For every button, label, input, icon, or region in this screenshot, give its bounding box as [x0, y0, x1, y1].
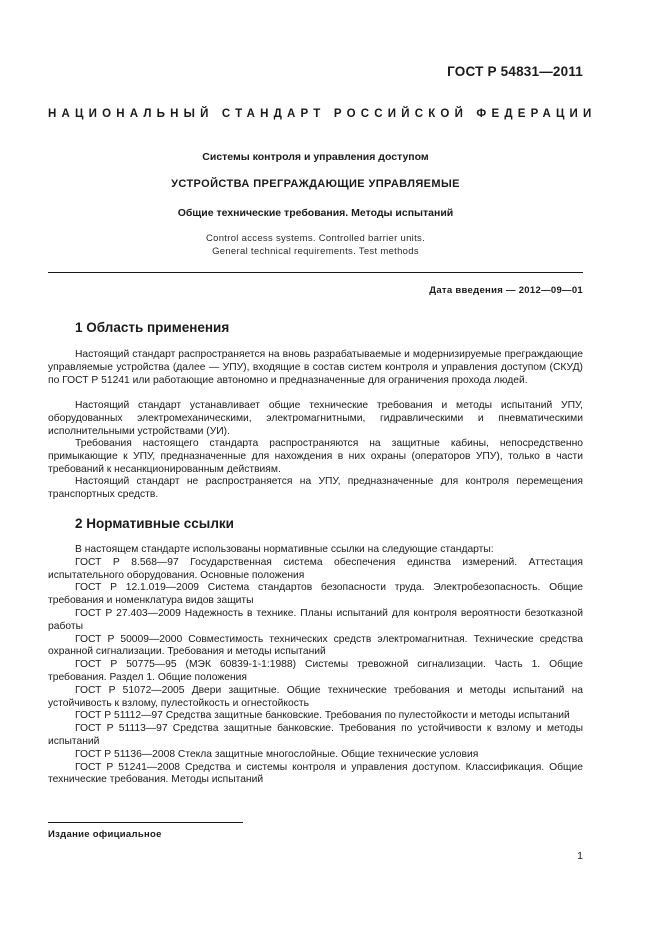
section-1-title: 1 Область применения	[75, 320, 230, 335]
section-1-paragraph: Настоящий стандарт распространяется на вновь разрабатываемые и модернизируемые преграждающие управляемые устройства (далее — УПУ), входящие в состав систем контроля и управления доступом (СКУД) по ГОСТ Р 51241 или работающие автономно и предназначенные для ограничения прохода людей.	[48, 349, 583, 386]
reference-item: ГОСТ Р 50009—2000 Совместимость технических средств электромагнитная. Технические средства охранной сигнализации. Требования и методы испытаний	[48, 633, 583, 658]
english-title-line-1: Control access systems. Controlled barrier units.	[205, 233, 426, 244]
reference-item: ГОСТ Р 50775—95 (МЭК 60839-1-1:1988) Системы тревожной сигнализации. Часть 1. Общие требования. Раздел 1. Общие положения	[48, 659, 583, 683]
normative-references-list	[48, 544, 583, 787]
reference-item: ГОСТ Р 12.1.019—2009 Система стандартов безопасности труда. Электробезопасность. Общие требования и номенклатура видов защиты	[48, 582, 583, 607]
reference-item: ГОСТ Р 51072—2005 Двери защитные. Общие технические требования и методы испытаний на устойчивость к взлому, пулестойкость и огнестойкость	[48, 684, 583, 709]
title-line-3: Общие технические требования. Методы испытаний	[177, 207, 454, 219]
introduction-date: Дата введения — 2012—09—01	[429, 285, 583, 296]
reference-item: ГОСТ Р 27.403—2009 Надежность в технике. Планы испытаний для контроля вероятности безотказной работы	[48, 607, 583, 632]
title-line-1: Системы контроля и управления доступом	[202, 151, 429, 163]
national-standard-heading: НАЦИОНАЛЬНЫЙ СТАНДАРТ РОССИЙСКОЙ ФЕДЕРАЦИИ	[48, 108, 597, 120]
english-title-line-2: General technical requirements. Test methods	[212, 246, 419, 257]
section-1-paragraph: Требования настоящего стандарта распространяются на защитные кабины, непосредственно примыкающие к УПУ, предназначенные для нахождения в них охраны (операторов УПУ), только в части требований к несанкционированным действиям.	[48, 438, 583, 475]
reference-item: В настоящем стандарте использованы нормативные ссылки на следующие стандарты:	[75, 544, 494, 555]
footer-divider	[48, 822, 243, 823]
section-2-title: 2 Нормативные ссылки	[75, 516, 234, 531]
header-divider	[48, 272, 583, 273]
section-1-paragraph: Настоящий стандарт не распространяется на УПУ, предназначенные для контроля перемещения транспортных средств.	[48, 476, 583, 500]
reference-item: ГОСТ Р 51113—97 Средства защитные банковские. Требования по устойчивости к взлому и методы испытаний	[48, 723, 583, 747]
section-1-paragraph: Настоящий стандарт устанавливает общие технические требования и методы испытаний УПУ, оборудованных электромеханическими, электромагнитными, гидравлическими и пневматическими исполнительными устройствами (УИ).	[48, 400, 583, 437]
title-line-2: УСТРОЙСТВА ПРЕГРАЖДАЮЩИЕ УПРАВЛЯЕМЫЕ	[171, 178, 460, 190]
reference-item: ГОСТ Р 51112—97 Средства защитные банковские. Требования по пулестойкости и методы испытаний	[75, 710, 570, 722]
reference-item: ГОСТ Р 51241—2008 Средства и системы контроля и управления доступом. Классификация. Общие технические требования. Методы испытаний	[48, 761, 583, 786]
reference-item: ГОСТ Р 8.568—97 Государственная система обеспечения единства измерений. Аттестация испытательного оборудования. Основные положения	[48, 556, 583, 581]
document-code: ГОСТ Р 54831—2011	[447, 64, 583, 79]
official-edition-label: Издание официальное	[48, 829, 162, 840]
reference-item: ГОСТ Р 51136—2008 Стекла защитные многослойные. Общие технические условия	[75, 748, 479, 760]
page-number: 1	[577, 850, 583, 862]
